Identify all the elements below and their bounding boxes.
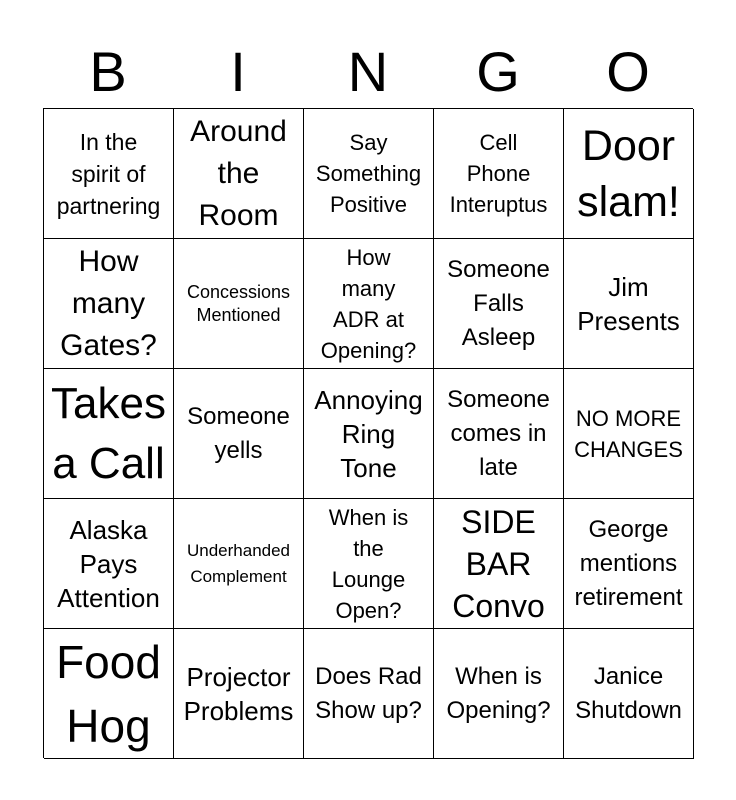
bingo-cell[interactable] xyxy=(304,239,434,369)
bingo-cell[interactable] xyxy=(44,369,174,499)
bingo-cell[interactable] xyxy=(174,109,304,239)
bingo-cell[interactable] xyxy=(564,629,694,759)
bingo-cell[interactable] xyxy=(304,369,434,499)
bingo-cell[interactable] xyxy=(174,369,304,499)
bingo-cell[interactable] xyxy=(434,629,564,759)
cell-label: Door slam! xyxy=(577,121,680,226)
cell-label: Food Hog xyxy=(56,635,161,752)
bingo-cell[interactable] xyxy=(434,499,564,629)
bingo-cell[interactable] xyxy=(304,629,434,759)
header-letter-i: I xyxy=(230,40,246,103)
cell-label: When is Opening? xyxy=(446,662,551,724)
cell-label: When is the Lounge Open? xyxy=(328,504,409,623)
bingo-cell[interactable] xyxy=(304,109,434,239)
cell-label: Around the Room xyxy=(190,114,287,232)
header-letter-o: O xyxy=(606,40,650,103)
bingo-cell[interactable] xyxy=(564,239,694,369)
bingo-cell[interactable] xyxy=(564,369,694,499)
cell-label: Alaska Pays Attention xyxy=(57,514,160,613)
bingo-cell[interactable] xyxy=(434,369,564,499)
bingo-cell[interactable] xyxy=(44,109,174,239)
bingo-cell[interactable] xyxy=(434,239,564,369)
cell-label: Annoying Ring Tone xyxy=(314,384,423,483)
cell-label: Takes a Call xyxy=(51,378,166,488)
header-letter-g: G xyxy=(476,40,520,103)
cell-label: SIDE BAR Convo xyxy=(452,503,545,624)
cell-label: How many Gates? xyxy=(60,244,157,362)
cell-label: Someone comes in late xyxy=(447,385,550,481)
bingo-header xyxy=(43,40,693,108)
cell-label: Jim Presents xyxy=(577,271,680,336)
cell-label: Janice Shutdown xyxy=(575,662,682,724)
bingo-cell[interactable] xyxy=(44,629,174,759)
bingo-cell[interactable] xyxy=(174,499,304,629)
cell-label: Cell Phone Interuptus xyxy=(449,130,548,217)
bingo-cell[interactable] xyxy=(174,629,304,759)
bingo-cell[interactable] xyxy=(434,109,564,239)
bingo-cell[interactable] xyxy=(174,239,304,369)
bingo-board xyxy=(43,108,693,758)
cell-label: How many ADR at Opening? xyxy=(320,244,417,363)
cell-label: NO MORE CHANGES xyxy=(574,405,683,462)
bingo-cell[interactable] xyxy=(304,499,434,629)
cell-label: In the spirit of partnering xyxy=(56,128,161,219)
bingo-cell[interactable] xyxy=(44,239,174,369)
bingo-cell[interactable] xyxy=(564,109,694,239)
cell-label: Someone yells xyxy=(187,402,290,464)
cell-label: Underhanded Complement xyxy=(186,540,291,586)
bingo-cell[interactable] xyxy=(564,499,694,629)
cell-label: Projector Problems xyxy=(183,661,294,726)
cell-label: George mentions retirement xyxy=(574,515,683,611)
bingo-cell[interactable] xyxy=(44,499,174,629)
cell-label: Concessions Mentioned xyxy=(186,281,291,325)
header-letter-b: B xyxy=(89,40,127,103)
header-letter-n: N xyxy=(347,40,389,103)
cell-label: Say Something Positive xyxy=(315,130,422,217)
cell-label: Someone Falls Asleep xyxy=(447,255,550,351)
cell-label: Does Rad Show up? xyxy=(315,662,422,724)
